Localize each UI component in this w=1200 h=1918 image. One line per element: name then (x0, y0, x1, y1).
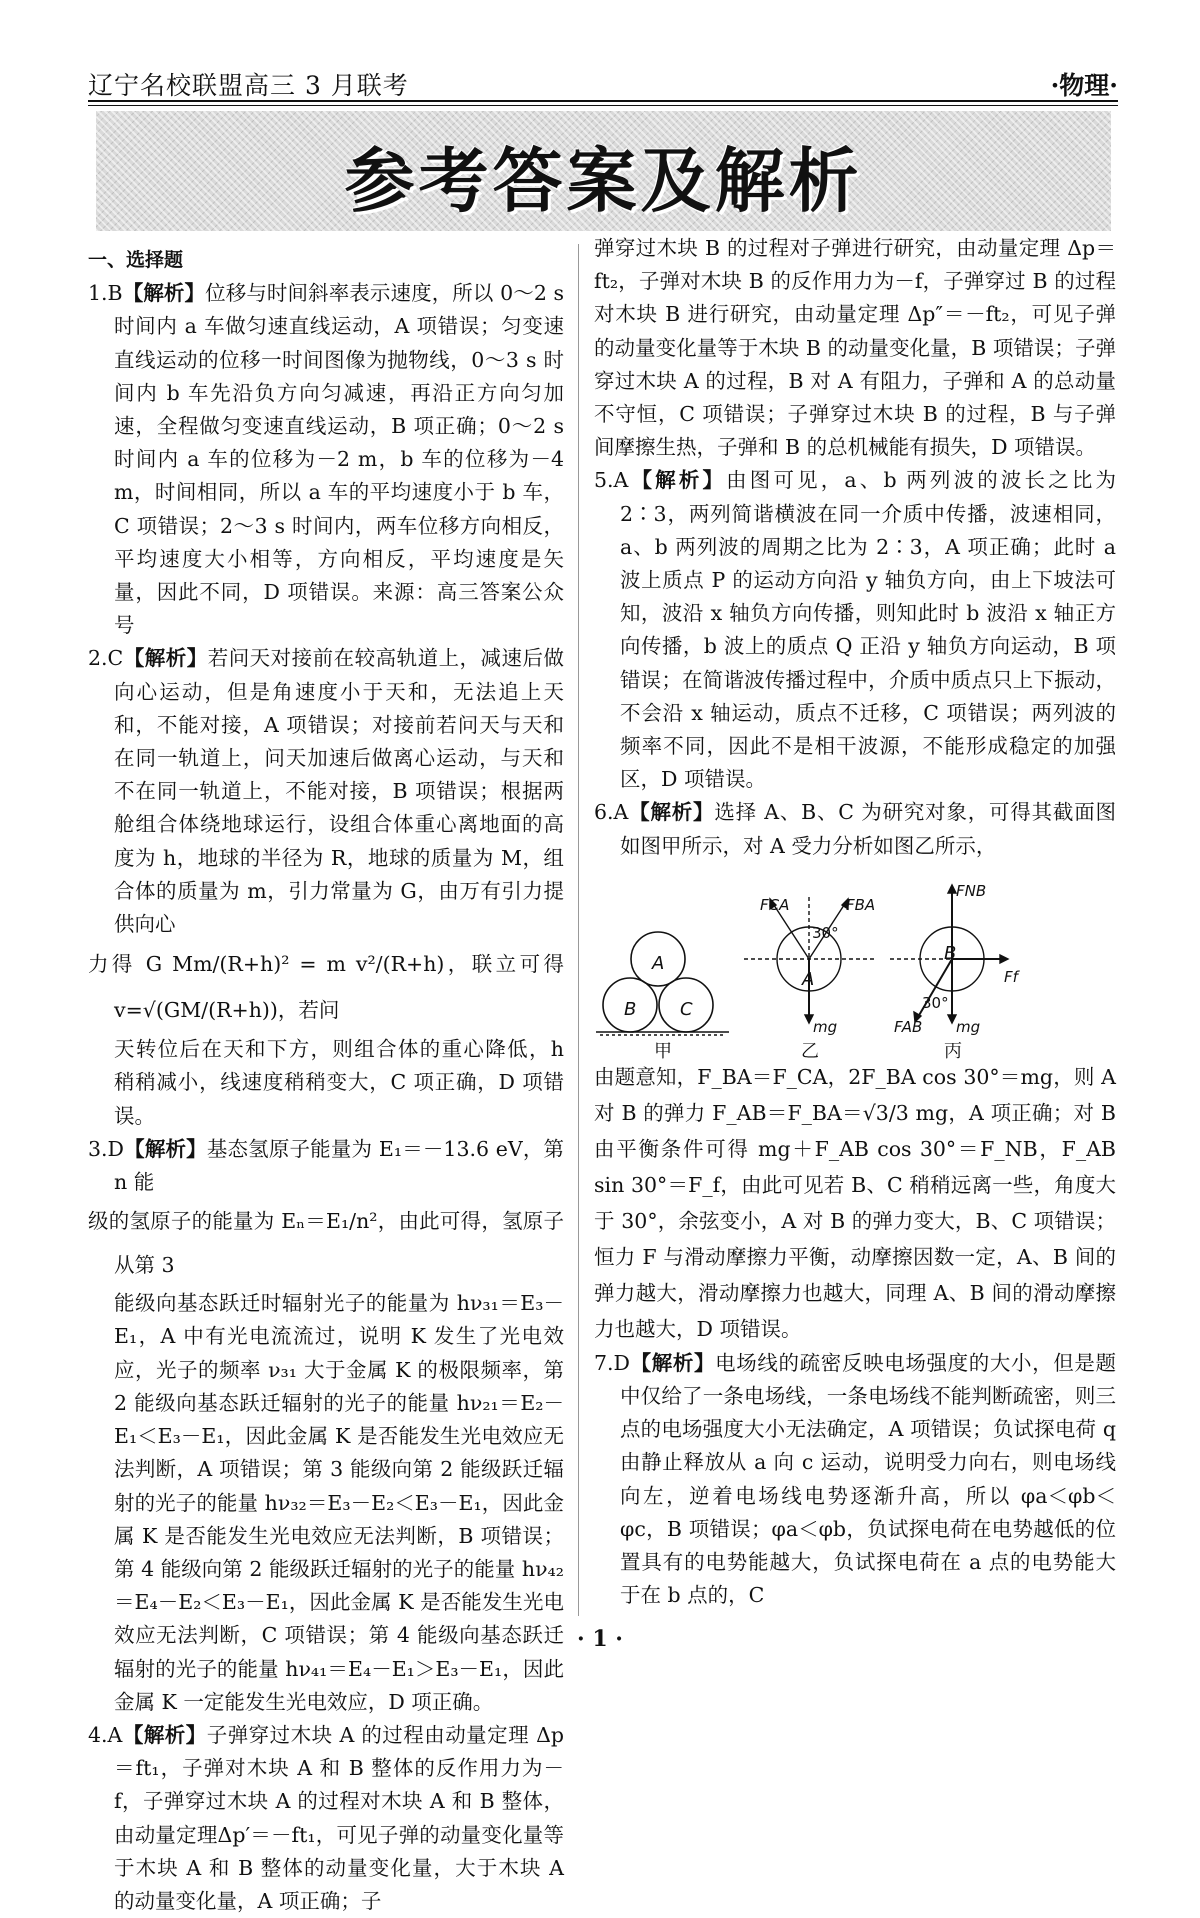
section-heading: 一、选择题 (88, 249, 184, 271)
label-fba: FBA (846, 895, 876, 914)
answer-7 (594, 1347, 1116, 1613)
label-fnb: FNB (956, 881, 987, 900)
header-rule (88, 100, 1118, 102)
answer-4-cont: 弹穿过木块 B 的过程对子弹进行研究，由动量定理 Δp＝ft₂，子弹对木块 B 的反作用力为－f，子弹穿过 B 的过程对木块 B 进行研究，由动量定理 Δp″＝－ft₂，可见子弹的动量变化量等于木块 B 的动量变化量，B 项错误；子弹穿过木块 A 的过程，B 对 A 有阻力，子弹和 A 的总动量不守恒，C 项错误；子弹穿过木块 B 的过程，B 与子弹间摩擦生热，子弹和 B 的总机械能有损失，D 项错误。 (594, 236, 1116, 460)
right-column (594, 232, 1116, 1612)
answer-6-cont: 由题意知，F_BA＝F_CA，2F_BA cos 30°＝mg，则 A 对 B 的弹力 F_AB＝F_BA＝√3/3 mg，A 项正确；对 B 由平衡条件可得 mg＋F_AB cos 30°＝F_NB，F_AB sin 30°＝F_f，由此可见若 B、C 稍稍远离一些，角度大于 30°，余弦变小，A 对 B 的弹力变大，B、C 项错误；恒力 F 与滑动摩擦力平衡，动摩擦因数一定，A、B 间的弹力越大，滑动摩擦力也越大，同理 A、B 间的滑动摩擦力也越大，D 项错误。 (594, 1064, 1116, 1341)
answer-text: 子弹穿过木块 A 的过程由动量定理 Δp＝ft₁，子弹对木块 A 和 B 整体的反作用力为－f，子弹穿过木块 A 的过程对木块 A 和 B 整体，由动量定理Δp′＝－ft₁，可见子弹的动量变化量等于木块 A 和 B 整体的动量变化量，大于木块 A 的动量变化量，A 项正确；子 (114, 1722, 565, 1913)
page-header (88, 64, 1118, 100)
answer-number: 4.A (88, 1722, 123, 1747)
answer-4 (88, 1719, 564, 1918)
analysis-tag: 【解析】 (124, 1136, 207, 1161)
arrowhead (948, 885, 956, 893)
page-number: · 1 · (577, 1626, 623, 1652)
answer-1 (88, 277, 564, 642)
answer-number: 3.D (88, 1136, 124, 1161)
answer-text: 若问天对接前在较高轨道上，减速后做向心运动，但是角速度小于天和，无法追上天和，不能对接，A 项错误；对接前若问天与天和在同一轨道上，问天加速后做离心运动，与天和不在同一轨道上，不能对接，B 项错误；根据两舱组合体绕地球运行，设组合体重心离地面的高度为 h，地球的半径为 R，地球的质量为 M，组合体的质量为 m，引力常量为 G，由万有引力提供向心 (114, 646, 565, 937)
label-c: C (680, 998, 693, 1020)
analysis-tag: 【解析】 (628, 800, 715, 825)
arrowhead (948, 1015, 956, 1023)
analysis-tag: 【解析】 (122, 1722, 207, 1747)
analysis-tag: 【解析】 (123, 646, 208, 671)
analysis-tag: 【解析】 (122, 281, 206, 306)
label-b: B (624, 998, 637, 1020)
label-fca: FCA (760, 895, 790, 914)
answer-number: 2.C (88, 646, 124, 671)
label-angle-bing: 30° (922, 993, 949, 1012)
label-b-bing: B (944, 942, 957, 964)
header-rule-thin (88, 105, 1118, 106)
answer-2 (88, 642, 564, 1132)
label-angle-yi: 30° (812, 923, 839, 942)
answer-5 (594, 464, 1116, 796)
answer-number: 7.D (594, 1350, 630, 1375)
formula-line: 力得 G Mm/(R+h)² = m v²/(R+h)，联立可得 v=√(GM/(R+h))，若问 (88, 952, 564, 1023)
caption-yi: 乙 (801, 1040, 819, 1062)
answer-text: 由图可见，a、b 两列波的波长之比为 2∶3，两列简谐横波在同一介质中传播，波速相同，a、b 两列波的周期之比为 2∶3，A 项正确；此时 a 波上质点 P 的运动方向沿 y 轴负方向，由上下坡法可知，波沿 x 轴负方向传播，则知此时 b 波沿 x 轴正方向传播，b 波上的质点 Q 正沿 y 轴负方向运动，B 项错误；在简谐波传播过程中，介质中质点只上下振动，不会沿 x 轴运动，质点不迁移，C 项错误；两列波的频率不同，因此不是相干波源，不能形成稳定的加强区，D 项错误。 (620, 468, 1116, 792)
answer-number: 6.A (594, 800, 629, 825)
caption-jia: 甲 (654, 1040, 672, 1062)
label-a-yi: A (802, 968, 815, 990)
answer-text: 选择 A、B、C 为研究对象，可得其截面图如图甲所示，对 A 受力分析如图乙所示， (620, 800, 1116, 858)
label-mg-yi: mg (813, 1017, 838, 1036)
arrowhead (805, 1015, 813, 1023)
label-a: A (652, 952, 665, 974)
banner-title: 参考答案及解析 (344, 140, 863, 222)
title-banner (96, 111, 1111, 231)
answer-number: 1.B (88, 281, 123, 306)
label-fab: FAB (894, 1017, 923, 1036)
formula-line: 级的氢原子的能量为 Eₙ＝E₁/n²，由此可得，氢原子从第 3 (88, 1209, 564, 1278)
answer-text-cont: 天转位后在天和下方，则组合体的重心降低，h 稍稍减小，线速度稍稍变大，C 项正确，D 项错误。 (114, 1037, 564, 1128)
caption-bing: 丙 (944, 1040, 962, 1062)
answer-text: 基态氢原子能量为 E₁＝－13.6 eV，第 n 能 (114, 1136, 564, 1195)
left-column (88, 244, 564, 1918)
answer-number: 5.A (594, 468, 629, 493)
answer-text: 电场线的疏密反映电场强度的大小，但是题中仅给了一条电场线，一条电场线不能判断疏密，则三点的电场强度大小无法确定，A 项错误；负试探电荷 q 由静止释放从 a 向 c 运动，说明受力向右，则电场线向左，逆着电场线电势逐渐升高，所以 φa＜φb＜φc，B 项错误；φa＜φb，负试探电荷在电势越低的位置具有的电势能越大，负试探电荷在 a 点的电势能大于在 b 点的，C (620, 1350, 1117, 1608)
label-mg-bing: mg (956, 1017, 981, 1036)
label-ff: Ff (1004, 967, 1018, 986)
answer-6 (594, 796, 1116, 862)
analysis-tag: 【解析】 (630, 1350, 716, 1375)
answer-text: 位移与时间斜率表示速度，所以 0～2 s 时间内 a 车做匀速直线运动，A 项错误；匀变速直线运动的位移一时间图像为抛物线，0～3 s 时间内 b 车先沿负方向匀减速，再沿正方向匀加速，全程做匀变速直线运动，B 项正确；0～2 s 时间内 a 车的位移为－2 m，b 车的位移为－4 m，时间相同，所以 a 车的平均速度小于 b 车，C 项错误；2～3 s 时间内，两车位移方向相反，平均速度大小相等，方向相反，平均速度是矢量，因此不同，D 项错误。来源：高三答案公众号 (114, 281, 565, 638)
subject-label: ·物理· (1050, 71, 1118, 100)
analysis-tag: 【解析】 (628, 468, 727, 493)
column-divider (578, 244, 579, 1616)
answer-text-cont: 能级向基态跃迁时辐射光子的能量为 hν₃₁＝E₃－E₁，A 中有光电流流过，说明 K 发生了光电效应，光子的频率 ν₃₁ 大于金属 K 的极限频率，第 2 能级向基态跃迁辐射的光子的能量 hν₂₁＝E₂－E₁＜E₃－E₁，因此金属 K 是否能发生光电效应无法判断，A 项错误；第 3 能级向第 2 能级跃迁辐射的光子的能量 hν₃₂＝E₃－E₂＜E₃－E₁，因此金属 K 是否能发生光电效应无法判断，B 项错误；第 4 能级向第 2 能级跃迁辐射的光子的能量 hν₄₂＝E₄－E₂＜E₃－E₁，因此金属 K 是否能发生光电效应无法判断，C 项错误；第 4 能级向基态跃迁辐射的光子的能量 hν₄₁＝E₄－E₁＞E₃－E₁，因此金属 K 一定能发生光电效应，D 项正确。 (114, 1291, 564, 1714)
force-diagram-figure (594, 869, 1114, 1062)
exam-title: 辽宁名校联盟高三 3 月联考 (88, 71, 409, 100)
